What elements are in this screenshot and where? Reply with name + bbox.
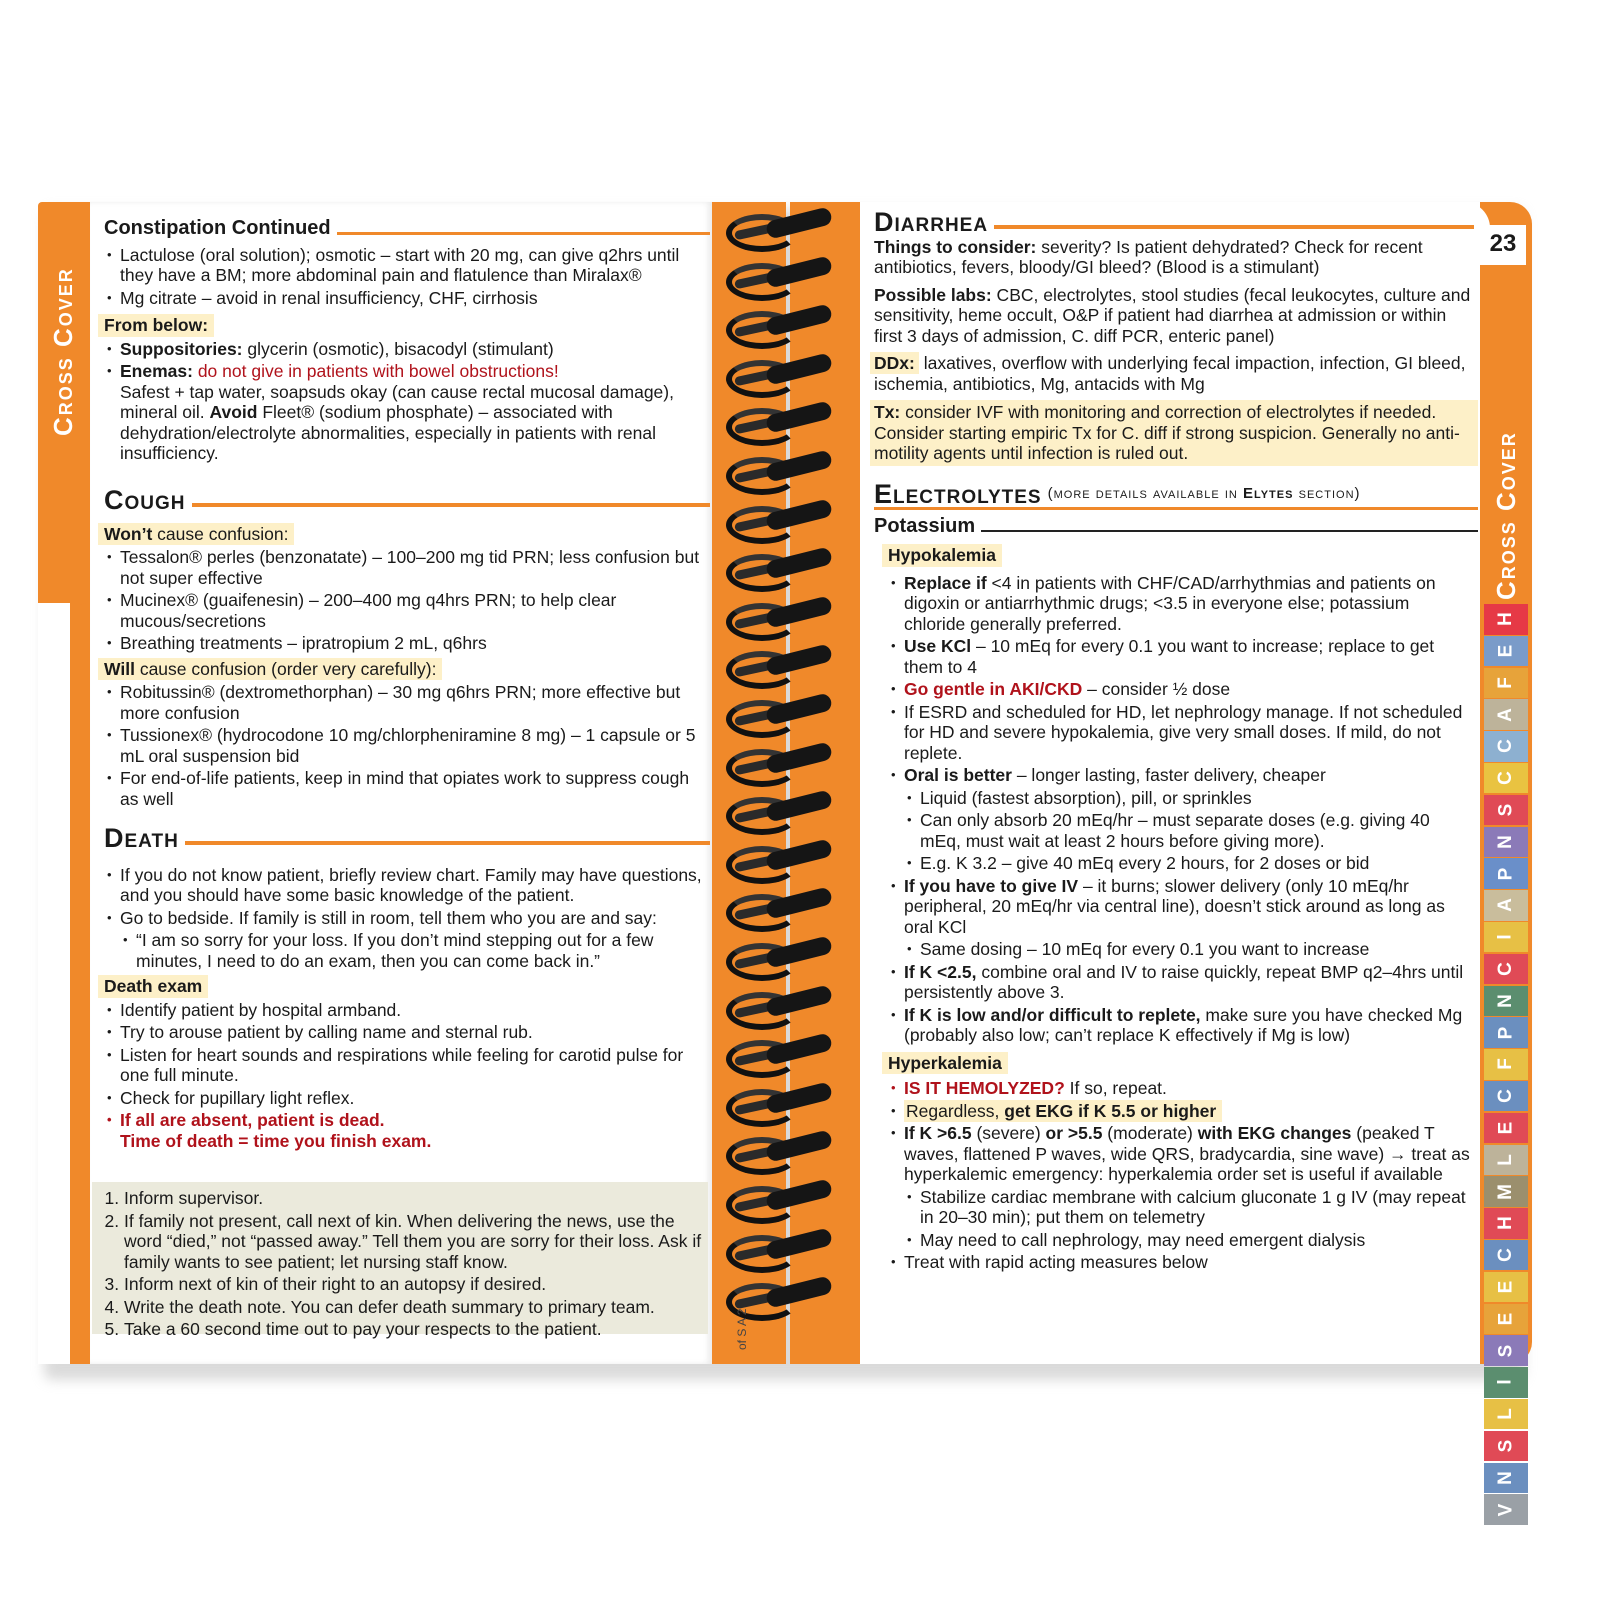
coil-ring	[726, 844, 836, 874]
step-item: 1. Inform supervisor.	[124, 1188, 708, 1209]
section-tab-letter: L	[1494, 1408, 1516, 1420]
list-item: • Mg citrate – avoid in renal insufficiency, CHF, cirrhosis	[120, 288, 710, 309]
section-tab-letter: P	[1495, 867, 1516, 880]
sub-item: • Same dosing – 10 mEq for every 0.1 you want to increase	[920, 939, 1470, 960]
section-tab[interactable]	[1484, 1145, 1528, 1176]
list-item: • Replace if <4 in patients with CHF/CAD/arrhythmias and patients on digoxin or antiarrhythmic drugs; <3.5 in everyone else; potassium chloride generally preferred.	[904, 573, 1470, 635]
page-number: 23	[1489, 230, 1517, 257]
cough-heading: Cough	[104, 490, 710, 511]
section-tab-letter: F	[1494, 1058, 1516, 1071]
coil-ring	[726, 795, 836, 825]
section-tab-letter: C	[1494, 739, 1516, 754]
diarrhea-section: Diarrhea Things to consider: severity? Is patient dehydrated? Check for recent antibiotics, fevers, bloody/GI bleed? (Blood is a stimulant) Possible labs: CBC, electrolytes, stool studies (fecal leukocytes, culture and sensitivity, heme occult, O&P if patient had diarrhea at admission or within first 3 days of admission, C. diff PCR, enteric panel) DDx: laxatives, overflow with underlying fecal impaction, infection, GI bleed, ischemia, antibiotics, Mg, antacids with Mg Tx: consider IVF with monitoring and correction of electrolytes if needed. Consider starting empiric Tx for C. diff if strong suspicion. Generally no anti-motility agents until infection is ruled out.	[874, 212, 1474, 466]
hyperkalemia-label: Hyperkalemia	[882, 1052, 1008, 1075]
section-tab-letter: N	[1494, 993, 1516, 1008]
left-section-label: Cross Cover	[48, 267, 78, 436]
section-tab[interactable]	[1484, 827, 1528, 858]
list-item: • Robitussin® (dextromethorphan) – 30 mg q6hrs PRN; more effective but more confusion	[120, 682, 710, 723]
section-tab[interactable]	[1484, 699, 1528, 730]
from-below-label: From below:	[98, 314, 214, 337]
electrolytes-section	[874, 479, 1478, 1275]
section-tab[interactable]	[1484, 1272, 1528, 1303]
list-item: • If K >6.5 (severe) or >5.5 (moderate) with EKG changes (peaked T waves, flattened P waves, wide QRS, bradycardia, sine wave) → treat as hyperkalemic emergency: hyperkalemia order set is useful if available • Stabilize cardiac membrane with calcium gluconate 1 g IV (may repeat in 20–30 min); put them on telemetry • May need to call nephrology, may need emergent dialysis	[904, 1123, 1470, 1250]
section-tab[interactable]	[1484, 1081, 1528, 1112]
section-tab-letter: V	[1495, 1503, 1516, 1516]
section-tab-letter: S	[1495, 1344, 1516, 1357]
list-item: • Listen for heart sounds and respirations while feeling for carotid pulse for one full minute.	[120, 1045, 710, 1086]
section-tab[interactable]	[1484, 858, 1528, 889]
left-strip-notch	[38, 603, 70, 1364]
section-tabs	[1484, 604, 1528, 1526]
constipation-heading: Constipation Continued	[104, 218, 710, 239]
section-tab-letter: A	[1494, 707, 1516, 722]
wont-confusion-label: Won’t cause confusion:	[98, 523, 294, 546]
section-tab[interactable]	[1484, 1240, 1528, 1271]
constipation-section	[104, 218, 710, 466]
dead-criteria: • If all are absent, patient is dead. Time of death = time you finish exam.	[120, 1110, 710, 1151]
coil-ring	[726, 406, 836, 436]
section-tab-letter: L	[1494, 1153, 1516, 1166]
section-tab-letter: C	[1494, 1248, 1516, 1263]
coil-ring	[726, 601, 836, 631]
section-tab[interactable]	[1484, 1431, 1528, 1462]
sub-item: • Liquid (fastest absorption), pill, or sprinkles	[920, 788, 1470, 809]
section-tab[interactable]	[1484, 1208, 1528, 1239]
quote-item: • “I am so sorry for your loss. If you don’t mind stepping out for a few minutes, I need to do an exam, then you can come back in.”	[136, 930, 710, 971]
list-item: • Tussionex® (hydrocodone 10 mg/chlorpheniramine 8 mg) – 1 capsule or 5 mL oral suspension bid	[120, 725, 710, 766]
coil-ring	[726, 698, 836, 728]
section-tab[interactable]	[1484, 731, 1528, 762]
coil-ring	[726, 892, 836, 922]
section-tab-letter: M	[1494, 1183, 1516, 1200]
elytes-note: (more details available in Elytes section)	[1047, 485, 1361, 502]
section-tab[interactable]	[1484, 1176, 1528, 1207]
coil-ring	[726, 309, 836, 339]
step-item: 4. Write the death note. You can defer death summary to primary team.	[124, 1297, 708, 1318]
section-tab-letter: H	[1494, 612, 1516, 627]
step-item: 3. Inform next of kin of their right to an autopsy if desired.	[124, 1274, 708, 1295]
step-item: 2. If family not present, call next of kin. When delivering the news, use the word “died,” not “passed away.” Tell them you are sorry for their loss. Ask if family wants to see patient; let nursing staff know.	[124, 1211, 708, 1273]
electrolytes-heading: Electrolytes (more details available in Elytes section)	[874, 479, 1361, 509]
left-strip-lower	[70, 603, 90, 1364]
coil-ring	[726, 1184, 836, 1214]
list-item: • Breathing treatments – ipratropium 2 mL, q6hrs	[120, 633, 710, 654]
coil-ring	[726, 990, 836, 1020]
section-tab-letter: S	[1495, 803, 1516, 817]
section-tab-letter: E	[1495, 1280, 1516, 1294]
section-tab-letter: A	[1494, 898, 1516, 913]
section-tab[interactable]	[1484, 1335, 1528, 1366]
coil-ring	[726, 261, 836, 291]
coil-ring	[726, 747, 836, 777]
section-tab-letter: E	[1495, 644, 1516, 658]
section-tab[interactable]	[1484, 1017, 1528, 1048]
section-tab[interactable]	[1484, 1113, 1528, 1144]
section-tab[interactable]	[1484, 890, 1528, 921]
list-item: • Identify patient by hospital armband.	[120, 1000, 710, 1021]
list-item: • Regardless, get EKG if K 5.5 or higher	[904, 1101, 1470, 1122]
list-item: • If you have to give IV – it burns; slower delivery (only 10 mEq/hr peripheral, 20 mEq/hr via central line), doesn’t stick around as long as oral KCl • Same dosing – 10 mEq for every 0.1 you want to increase	[904, 876, 1470, 960]
cough-section	[104, 485, 710, 811]
section-tab[interactable]	[1484, 668, 1528, 699]
section-tab-letter: S	[1495, 1439, 1516, 1453]
coil-ring	[726, 455, 836, 485]
list-item: • Go to bedside. If family is still in room, tell them who you are and say: • “I am so sorry for your loss. If you don’t mind stepping out for a few minutes, I need to do an exam, then you can come back in.”	[120, 908, 710, 972]
section-tab[interactable]	[1484, 763, 1528, 794]
list-item: • IS IT HEMOLYZED? If so, repeat.	[904, 1078, 1470, 1099]
section-tab[interactable]	[1484, 1049, 1528, 1080]
list-item: • Go gentle in AKI/CKD – consider ½ dose	[904, 679, 1470, 700]
coil-ring	[726, 1087, 836, 1117]
list-item: • Treat with rapid acting measures below	[904, 1252, 1470, 1273]
list-item: • Lactulose (oral solution); osmotic – start with 20 mg, can give q2hrs until they have a BM; more abdominal pain and flatulence than Miralax®	[120, 245, 710, 286]
list-item: • Use KCl – 10 mEq for every 0.1 you want to increase; replace to get them to 4	[904, 636, 1470, 677]
section-tab-letter: N	[1494, 834, 1516, 849]
constipation-list	[104, 245, 710, 309]
coil-ring	[726, 649, 836, 679]
list-item: • Try to arouse patient by calling name and sternal rub.	[120, 1022, 710, 1043]
list-item: • If K <2.5, combine oral and IV to raise quickly, repeat BMP q2–4hrs until persistently above 3.	[904, 962, 1470, 1003]
step-item: 5. Take a 60 second time out to pay your respects to the patient.	[124, 1319, 708, 1340]
section-tab[interactable]	[1484, 986, 1528, 1017]
list-item: • Tessalon® perles (benzonatate) – 100–200 mg tid PRN; less confusion but not super effective	[120, 547, 710, 588]
section-tab-letter: I	[1495, 934, 1516, 940]
sub-item: • May need to call nephrology, may need emergent dialysis	[920, 1230, 1470, 1251]
section-tab[interactable]	[1484, 795, 1528, 826]
list-item: • Oral is better – longer lasting, faster delivery, cheaper • Liquid (fastest absorption), pill, or sprinkles • Can only absorb 20 mEq/hr – must separate doses (e.g. giving 40 mEq, must wait at least 2 hours before giving more). • E.g. K 3.2 – give 40 mEq every 2 hours, for 2 doses or bid	[904, 765, 1470, 874]
section-tab-letter: I	[1495, 1379, 1516, 1386]
section-tab[interactable]	[1484, 604, 1528, 635]
death-heading: Death	[104, 828, 710, 849]
list-item: • If you do not know patient, briefly review chart. Family may have questions, and you should have some basic knowledge of the patient.	[120, 865, 710, 906]
section-tab-letter: F	[1494, 677, 1516, 689]
coil-ring	[726, 504, 836, 534]
list-item: • If ESRD and scheduled for HD, let nephrology manage. If not scheduled for HD and severe hypokalemia, give very small doses. If mild, do not replete.	[904, 702, 1470, 764]
section-tab[interactable]	[1484, 1494, 1528, 1525]
section-tab-letter: E	[1495, 1312, 1516, 1326]
section-tab[interactable]	[1484, 636, 1528, 667]
section-tab[interactable]	[1484, 1399, 1528, 1430]
section-tab[interactable]	[1484, 922, 1528, 953]
section-tab-letter: C	[1494, 962, 1516, 976]
hypokalemia-label: Hypokalemia	[882, 544, 1002, 567]
list-item: • Mucinex® (guaifenesin) – 200–400 mg q4hrs PRN; to help clear mucous/secretions	[120, 590, 710, 631]
spine-text: of S A 2	[735, 1308, 749, 1350]
sub-item: • Stabilize cardiac membrane with calcium gluconate 1 g IV (may repeat in 20–30 min); put them on telemetry	[920, 1187, 1470, 1228]
death-exam-label: Death exam	[98, 975, 208, 998]
section-tab[interactable]	[1484, 1304, 1528, 1335]
coil-ring	[726, 1038, 836, 1068]
section-tab-letter: C	[1494, 1089, 1516, 1104]
section-tab[interactable]	[1484, 1367, 1528, 1398]
sub-item: • Can only absorb 20 mEq/hr – must separate doses (e.g. giving 40 mEq, must wait at least 2 hours before giving more).	[920, 810, 1470, 851]
section-tab-letter: P	[1495, 1026, 1516, 1039]
coil-ring	[726, 941, 836, 971]
potassium-heading: Potassium	[874, 516, 1478, 537]
death-section	[104, 823, 710, 1153]
sub-item: • E.g. K 3.2 – give 40 mEq every 2 hours, for 2 doses or bid	[920, 853, 1470, 874]
section-tab-letter: C	[1494, 771, 1516, 786]
death-steps-box	[92, 1182, 708, 1339]
diarrhea-heading: Diarrhea	[874, 212, 1474, 233]
list-item: • Check for pupillary light reflex.	[120, 1088, 710, 1109]
list-item: • If K is low and/or difficult to replete, make sure you have checked Mg (probably also low; can’t replace K effectively if Mg is low)	[904, 1005, 1470, 1046]
coil-ring	[726, 552, 836, 582]
right-section-label: Cross Cover	[1491, 431, 1521, 600]
coil-ring	[726, 358, 836, 388]
will-confusion-label: Will cause confusion (order very carefully):	[98, 658, 442, 681]
section-tab[interactable]	[1484, 954, 1528, 985]
list-item: • For end-of-life patients, keep in mind that opiates work to suppress cough as well	[120, 768, 710, 809]
list-item: • Suppositories: glycerin (osmotic), bisacodyl (stimulant)	[120, 339, 710, 360]
coil-ring	[726, 1135, 836, 1165]
list-item: • Enemas: do not give in patients with bowel obstructions! Safest + tap water, soapsuds okay (can cause rectal mucosal damage), mineral oil. Avoid Fleet® (sodium phosphate) – associated with dehydration/electrolyte abnormalities, especially in patients with renal insufficiency.	[120, 361, 710, 464]
section-tab-letter: E	[1495, 1121, 1516, 1135]
section-tab[interactable]	[1484, 1463, 1528, 1494]
section-tab-letter: H	[1494, 1216, 1516, 1231]
coil-ring	[726, 212, 836, 242]
section-tab-letter: N	[1494, 1470, 1516, 1485]
